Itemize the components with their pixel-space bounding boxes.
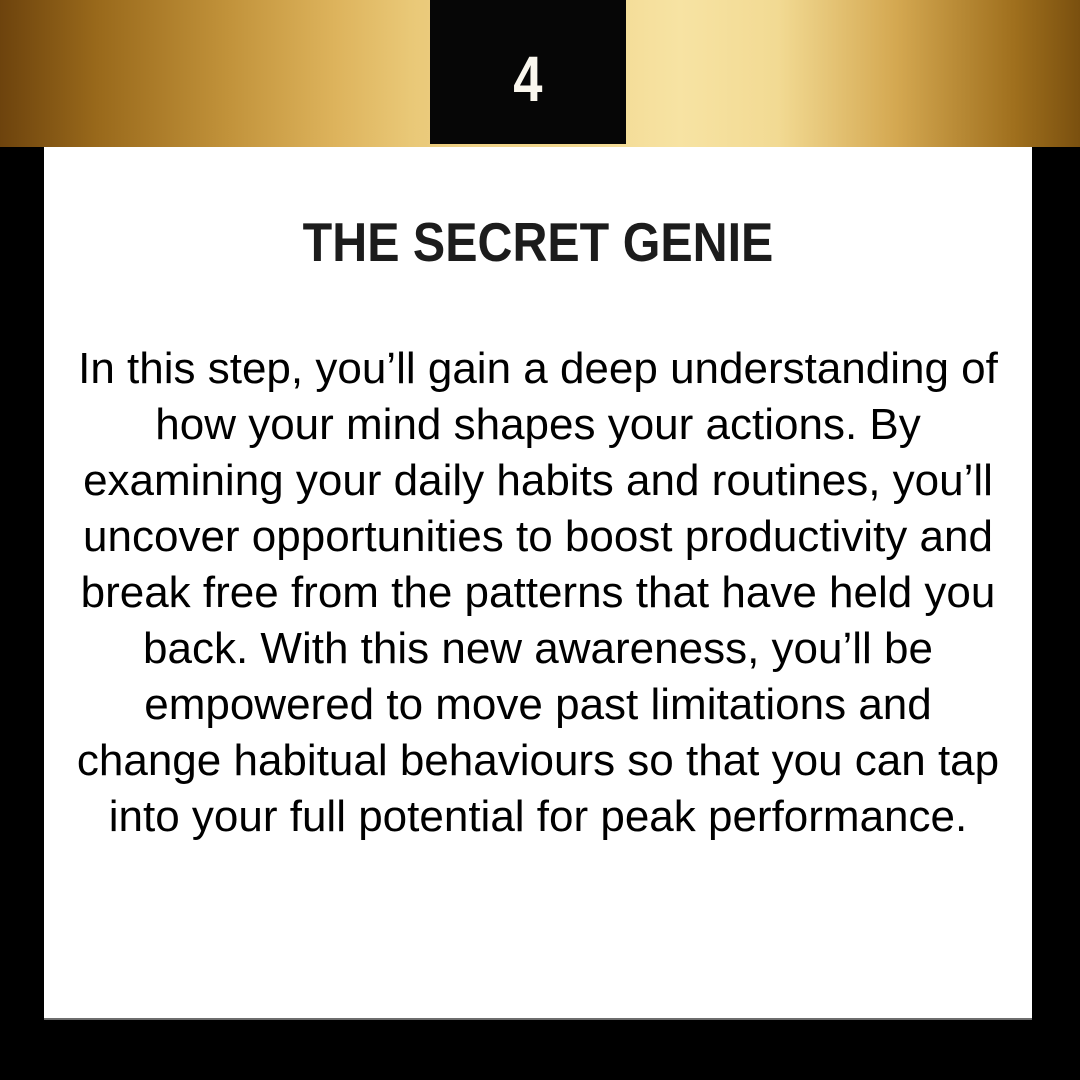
paragraph-line: empowered to move past limitations and <box>144 680 932 729</box>
paragraph-line: change habitual behaviours so that you can tap <box>76 736 1000 785</box>
paragraph-line: In this step, you’ll gain a deep understanding of <box>78 344 998 393</box>
paragraph-line: back. With this new awareness, you’ll be <box>143 624 933 673</box>
step-number: 4 <box>513 43 543 115</box>
card-paragraph <box>44 341 1032 845</box>
paragraph-line: into your full potential for peak performance. <box>108 792 968 841</box>
paragraph-line: uncover opportunities to boost productivity and <box>83 512 993 561</box>
gold-ribbon <box>0 0 1080 147</box>
paragraph-line: break free from the patterns that have held you <box>80 568 996 617</box>
card-title: THE SECRET GENIE <box>302 211 774 273</box>
paragraph-line: how your mind shapes your actions. By <box>155 400 921 449</box>
step-number-box <box>430 0 626 144</box>
paragraph-line: examining your daily habits and routines, you’ll <box>83 456 993 505</box>
content-card <box>44 147 1032 1018</box>
